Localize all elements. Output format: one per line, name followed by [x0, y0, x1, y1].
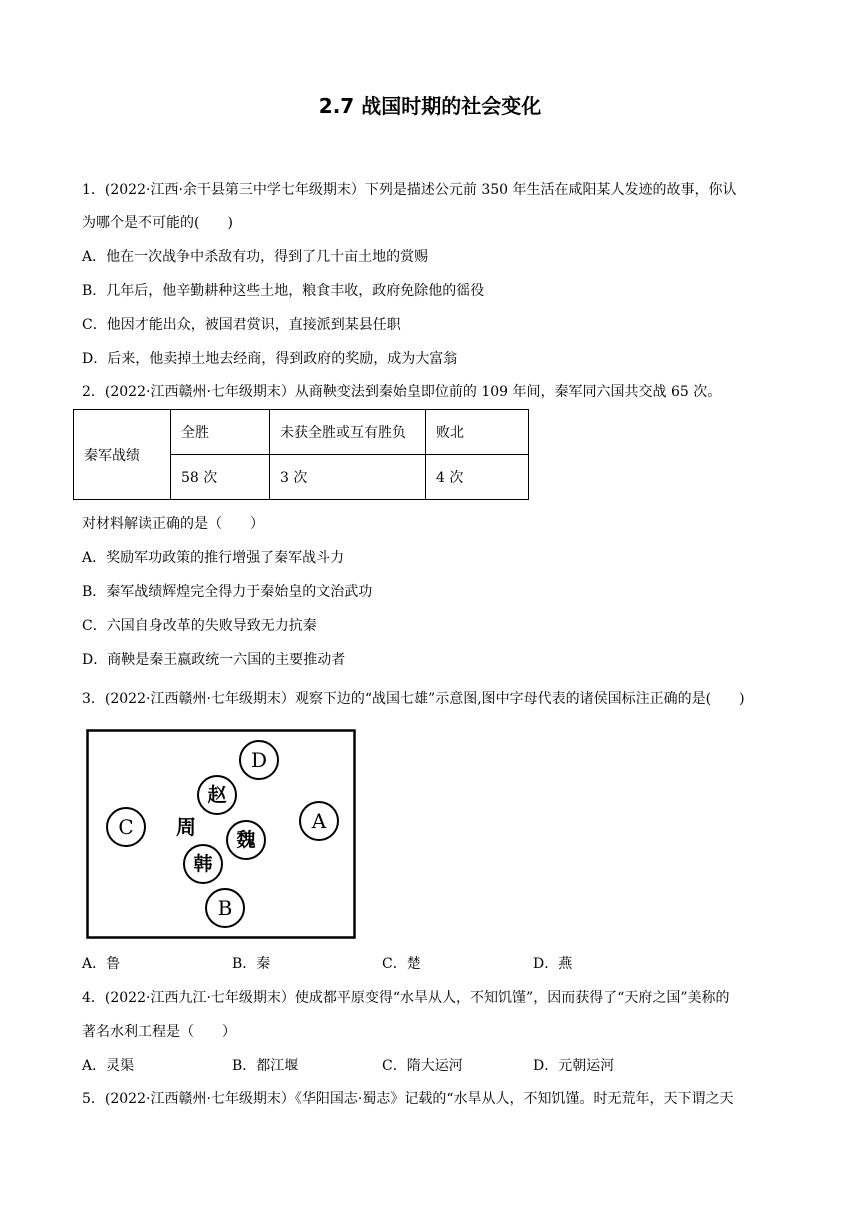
question-1-option-d: D．后来，他卖掉土地去经商，得到政府的奖励，成为大富翁: [82, 351, 458, 367]
map-label-han: 韩: [193, 853, 213, 875]
table-row-header: 秦军战绩: [74, 410, 171, 500]
question-1-text: 1．(2022·江西·余干县第三中学七年级期末）下列是描述公元前 350 年生活在咸阳某人发迹的故事，你认: [82, 182, 737, 198]
page-title: 2.7 战国时期的社会变化: [318, 94, 542, 118]
table-row: [74, 410, 529, 455]
map-label-zhou: 周: [176, 815, 196, 839]
map-label-b: B: [217, 896, 233, 920]
table-cell: 4 次: [426, 455, 529, 500]
question-1-option-c: C．他因才能出众，被国君赏识，直接派到某县任职: [82, 317, 401, 333]
question-2-option-d: D．商鞅是秦王嬴政统一六国的主要推动者: [82, 652, 346, 668]
question-3-option-c: C．楚: [382, 956, 421, 972]
question-3-option-a: A．鲁: [82, 956, 121, 972]
question-2-option-b: B．秦军战绩辉煌完全得力于秦始皇的文治武功: [82, 584, 373, 600]
question-2-text: 2．(2022·江西赣州·七年级期末）从商鞅变法到秦始皇即位前的 109 年间，秦军同六国共交战 65 次。: [82, 384, 722, 400]
question-1-text-cont: 为哪个是不可能的( ): [82, 215, 233, 231]
question-4-option-c: C．隋大运河: [382, 1058, 463, 1074]
question-3-option-b: B．秦: [232, 956, 271, 972]
question-2-option-c: C．六国自身改革的失败导致无力抗秦: [82, 618, 317, 634]
map-label-c: C: [118, 815, 134, 839]
map-label-wei: 魏: [236, 829, 256, 851]
question-1-option-b: B．几年后，他辛勤耕种这些土地，粮食丰收，政府免除他的徭役: [82, 283, 485, 299]
map-label-zhao: 赵: [207, 784, 227, 806]
map-label-d: D: [250, 748, 268, 772]
map-label-a: A: [311, 809, 327, 833]
question-4-option-a: A．灵渠: [82, 1058, 135, 1074]
question-4-option-d: D．元朝运河: [533, 1058, 615, 1074]
question-4-text-cont: 著名水利工程是（ ）: [82, 1024, 236, 1040]
table-header-cell: 未获全胜或互有胜负: [270, 410, 426, 455]
table-cell: 58 次: [171, 455, 270, 500]
table-header-cell: 败北: [426, 410, 529, 455]
question-2-option-a: A．奖励军功政策的推行增强了秦军战斗力: [82, 550, 345, 566]
question-5-text: 5．(2022·江西赣州·七年级期末）《华阳国志·蜀志》记载的“水旱从人，不知饥馑。时无荒年，天下谓之天: [82, 1091, 734, 1107]
table-header-cell: 全胜: [171, 410, 270, 455]
question-1-option-a: A．他在一次战争中杀敌有功，得到了几十亩土地的赏赐: [82, 249, 429, 265]
seven-states-map: [86, 729, 356, 939]
battle-record-table: [73, 409, 529, 500]
question-3-text: 3．(2022·江西赣州·七年级期末）观察下边的“战国七雄”示意图,图中字母代表的诸侯国标注正确的是( ): [82, 691, 745, 707]
question-3-option-d: D．燕: [533, 956, 573, 972]
table-cell: 3 次: [270, 455, 426, 500]
question-4-option-b: B．都江堰: [232, 1058, 299, 1074]
question-4-text: 4．(2022·江西九江·七年级期末）使成都平原变得“水旱从人，不知饥馑”，因而获得了“天府之国”美称的: [82, 990, 730, 1006]
question-2-prompt: 对材料解读正确的是（ ）: [82, 516, 264, 532]
